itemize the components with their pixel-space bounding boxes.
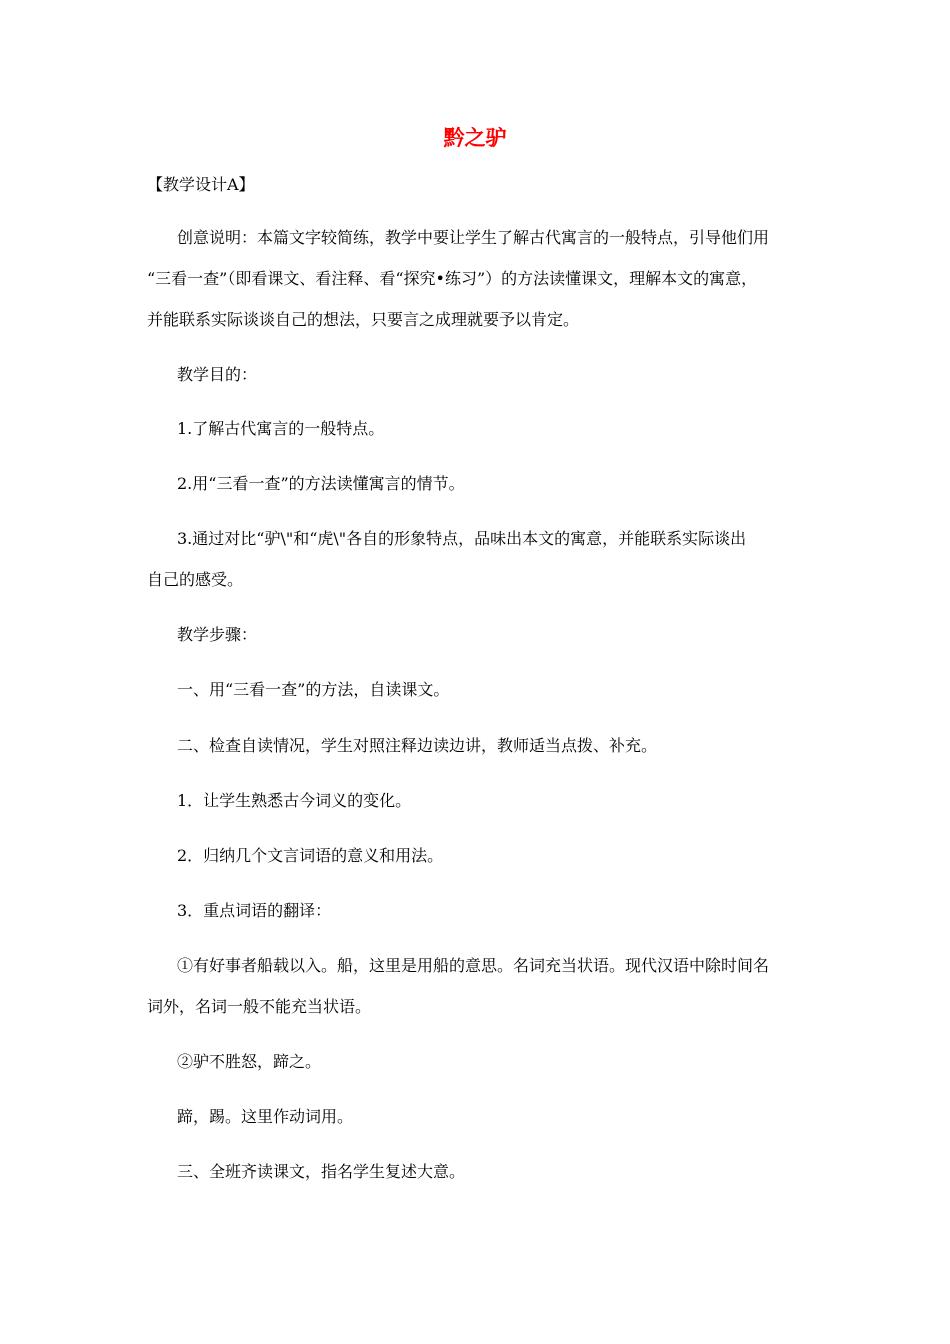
translation-item: ②驴不胜怒，蹄之。: [177, 1052, 322, 1071]
objective-item: 2.用“三看一查”的方法读懂寓言的情节。: [177, 474, 465, 493]
steps-heading: 教学步骤：: [177, 625, 258, 644]
sub-item: 1．让学生熟悉古今词义的变化。: [177, 791, 412, 810]
section-label: 【教学设计A】: [147, 175, 255, 194]
step-item: 三、全班齐读课文，指名学生复述大意。: [177, 1162, 466, 1181]
creative-note-line: “三看一查”（即看课文、看注释、看“探究•练习”）的方法读懂课文，理解本文的寓意，: [147, 269, 758, 288]
creative-note-line: 并能联系实际谈谈自己的想法，只要言之成理就要予以肯定。: [147, 310, 580, 329]
document-title: 黔之驴: [443, 126, 507, 150]
sub-item: 3．重点词语的翻译：: [177, 901, 332, 920]
objectives-heading: 教学目的：: [177, 365, 258, 384]
creative-note-line: 创意说明：本篇文字较简练，教学中要让学生了解古代寓言的一般特点，引导他们用: [177, 228, 770, 247]
objective-item-continued: 自己的感受。: [147, 570, 244, 589]
step-item: 二、检查自读情况，学生对照注释边读边讲，教师适当点拨、补充。: [177, 736, 658, 755]
sub-item: 2．归纳几个文言词语的意义和用法。: [177, 846, 444, 865]
objective-item: 3.通过对比“驴\"和“虎\"各自的形象特点，品味出本文的寓意，并能联系实际谈出: [177, 529, 747, 548]
translation-item: ①有好事者船载以入。船，这里是用船的意思。名词充当状语。现代汉语中除时间名: [177, 956, 770, 975]
objective-item: 1.了解古代寓言的一般特点。: [177, 419, 385, 438]
translation-note: 蹄，踢。这里作动词用。: [177, 1107, 354, 1126]
step-item: 一、用“三看一查”的方法，自读课文。: [177, 680, 450, 699]
translation-item-continued: 词外，名词一般不能充当状语。: [147, 997, 372, 1016]
